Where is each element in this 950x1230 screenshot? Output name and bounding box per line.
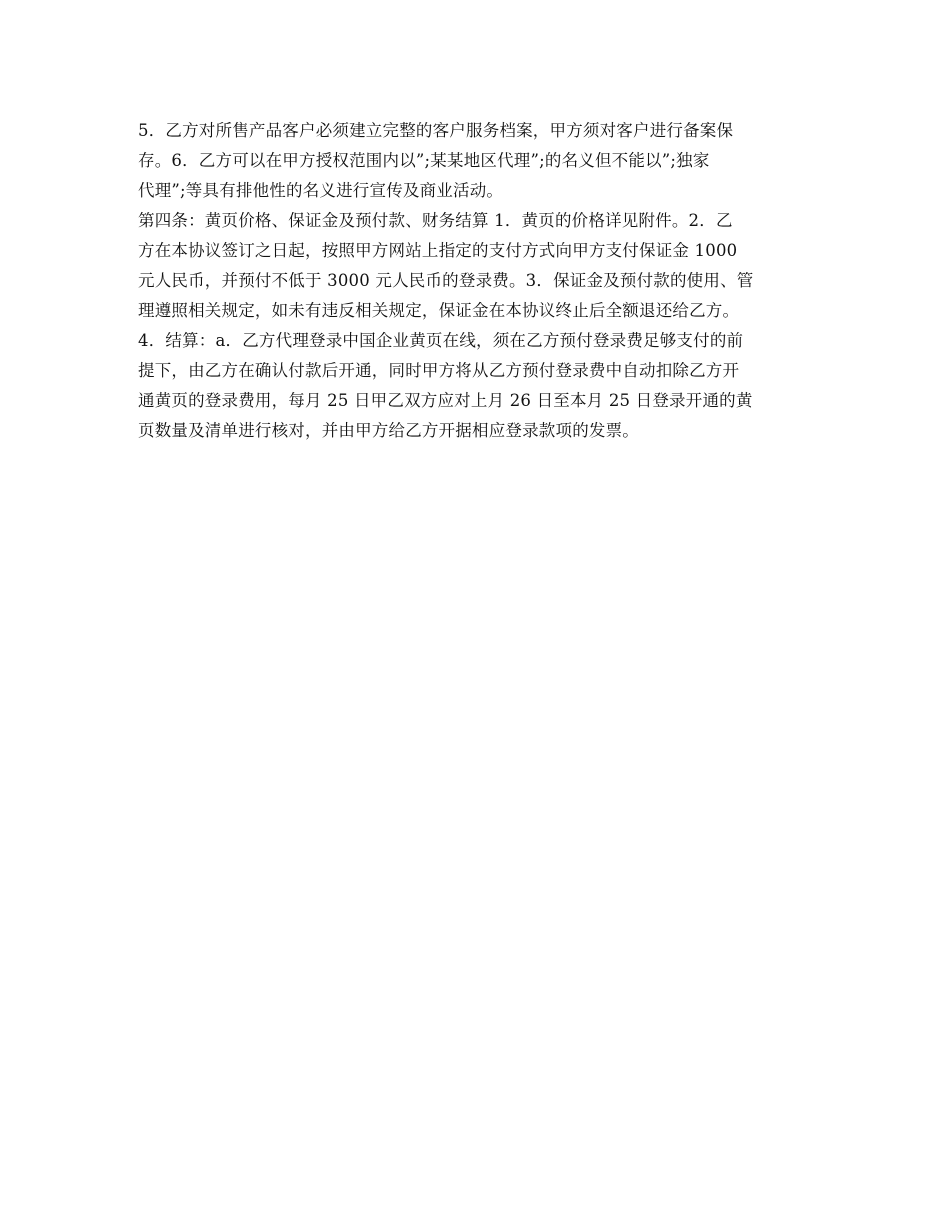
text-line-8: 4．结算：a．乙方代理登录中国企业黄页在线，须在乙方预付登录费足够支付的前	[138, 331, 744, 350]
text-line-10: 通黄页的登录费用，每月 25 日甲乙双方应对上月 26 日至本月 25 日登录开通的黄	[138, 391, 753, 410]
document-body	[138, 116, 818, 446]
text-line-11: 页数量及清单进行核对，并由甲方给乙方开据相应登录款项的发票。	[138, 421, 639, 440]
text-line-6: 元人民币，并预付不低于 3000 元人民币的登录费。3．保证金及预付款的使用、管	[138, 271, 754, 290]
text-line-3: 代理”;等具有排他性的名义进行宣传及商业活动。	[138, 181, 504, 200]
text-line-5: 方在本协议签订之日起，按照甲方网站上指定的支付方式向甲方支付保证金 1000	[138, 241, 738, 260]
text-line-9: 提下，由乙方在确认付款后开通，同时甲方将从乙方预付登录费中自动扣除乙方开	[138, 361, 740, 380]
text-line-7: 理遵照相关规定，如未有违反相关规定，保证金在本协议终止后全额退还给乙方。	[138, 301, 740, 320]
text-line-1: 5．乙方对所售产品客户必须建立完整的客户服务档案，甲方须对客户进行备案保	[138, 121, 734, 140]
text-line-4: 第四条：黄页价格、保证金及预付款、财务结算 1．黄页的价格详见附件。2．乙	[138, 211, 733, 230]
text-line-2: 存。6．乙方可以在甲方授权范围内以”;某某地区代理”;的名义但不能以”;独家	[138, 151, 710, 170]
